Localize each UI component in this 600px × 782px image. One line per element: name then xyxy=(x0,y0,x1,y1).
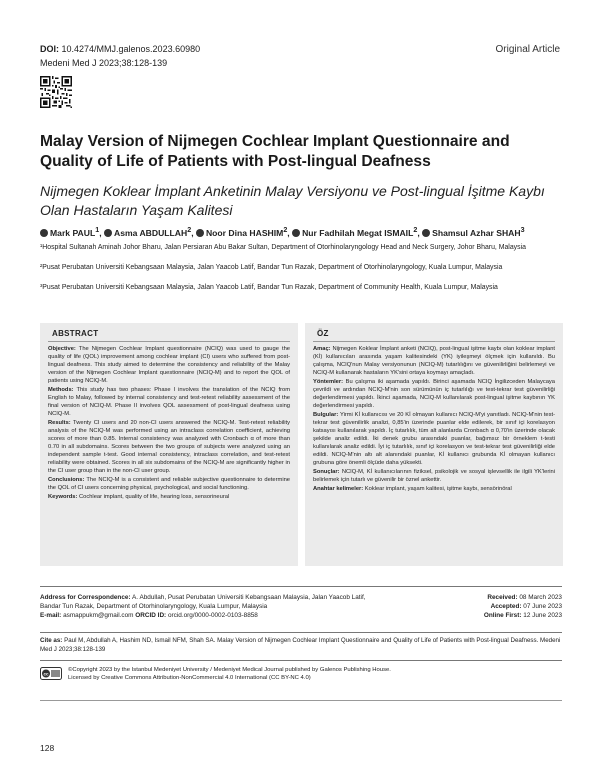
orcid-icon[interactable] xyxy=(422,229,430,237)
article-subtitle: Nijmegen Koklear İmplant Anketinin Malay Versiyonu ve Post-lingual İşitme Kaybı Olan Hastaların Yaşam Kalitesi xyxy=(40,183,545,218)
affiliation: ³Pusat Perubatan Universiti Kebangsaan Malaysia, Jalan Yaacob Latif, Bandar Tun Razak, Department of Community Health, Kuala Lumpur, Malaysia xyxy=(40,284,498,291)
author[interactable]: Noor Dina HASHIM$^2$ xyxy=(196,228,287,238)
journal-reference: Medeni Med J 2023;38:128-139 xyxy=(40,58,168,68)
article-dates xyxy=(484,594,562,620)
affiliation: ²Pusat Perubatan Universiti Kebangsaan Malaysia, Jalan Yaacob Latif, Bandar Tun Razak, Department of Otorhinolaryngology, Kuala Lumpur, Malaysia xyxy=(40,264,503,271)
doi-label: DOI: xyxy=(40,44,59,54)
abstract-box xyxy=(40,323,298,566)
oz-sonuclar: Sonuçlar: NCIQ-M, Kİ kullanıcılarının fiziksel, psikolojik ve sosyal işlevsellik ile ilgili YK'lerini belirlemek için tutarlı ve güvenilir bir öznel ankettir. xyxy=(313,468,555,483)
divider xyxy=(40,700,562,701)
orcid-icon[interactable] xyxy=(292,229,300,237)
divider xyxy=(40,660,562,661)
article-type: Original Article xyxy=(495,44,560,55)
online-first-date: Online First: 12 June 2023 xyxy=(483,611,562,619)
divider xyxy=(313,341,555,342)
author-list: Mark PAUL$^1$, Asma ABDULLAH$^2$, Noor Dina HASHIM$^2$, Nur Fadhilah Megat ISMAIL$^2$, Shamsul Azhar SHAH$^3$ xyxy=(40,226,565,238)
qr-code-icon[interactable] xyxy=(40,76,72,108)
abstract-results: Results: Twenty CI users and 20 non-CI users answered the NCIQ-M. Test-retest reliability analysis of the NCIQ-M was performed using an intraclass correlation coefficient, achieving scores of more than 0.85. Internal consistency was analyzed with Cronbach α of more than 0.70 in all subdomains. Scores between the two groups of subjects were analyzed using an independent sample t-test. Good internal consistency, intraclass correlation, and test-retest reliability were obtained. Scores in all six subdomains of the NCIQ-M are significantly higher in the CI user group than in the non-CI user group. xyxy=(48,419,290,475)
orcid-icon[interactable] xyxy=(104,229,112,237)
affiliation: ¹Hospital Sultanah Aminah Johor Bharu, Jalan Persiaran Abu Bakar Sultan, Department of Otorhinolaryngology Head and Neck Surgery, Johor Bharu, Malaysia xyxy=(40,244,526,251)
orcid-icon[interactable] xyxy=(40,229,48,237)
abstract-methods: Methods: This study has two phases: Phase I involves the translation of the NCIQ from English to Malay, followed by internal consistency and test-retest reliability assessment of the final version of NCIQ-M. Phase II involves QOL assessment of post-lingual deafness using NCIQ-M. xyxy=(48,386,290,418)
doi-value[interactable]: 10.4274/MMJ.galenos.2023.60980 xyxy=(59,44,201,54)
divider xyxy=(40,632,562,633)
cite-as: Cite as: Paul M, Abdullah A, Hashim ND, Ismail NFM, Shah SA. Malay Version of Nijmegen Cochlear Implant Questionnaire and Quality of Life of Patients with Post-lingual Deafness. Medeni Med J 2023;38:128-139 xyxy=(40,637,561,653)
creative-commons-icon[interactable] xyxy=(40,667,62,680)
divider xyxy=(48,341,290,342)
oz-bulgular: Bulgular: Yirmi Kİ kullanıcısı ve 20 Kİ olmayan kullanıcı NCIQ-M'yi yanıtladı. NCIQ-M'nin test-tekrar test güvenilirlik analizi, 0,85'in üzerinde puanlar elde edilerek, bir sınıf içi korelasyon katsayısı kullanılarak yapıldı. İç tutarlılık, tüm alt alanlarda Cronbach α 0,70'in üzerinde olacak şekilde analiz edildi. İki denek grubu arasındaki puanlar, bağımsız bir örneklem t-testi kullanılarak analiz edildi. İyi iç tutarlılık, sınıf içi korelasyon ve test-tekrar test güvenilirliği elde edildi. NCIQ-M'nin altı alt alanındaki puanlar, Kİ kullanıcı grubunda Kİ olmayan kullanıcı grubuna göre önemli ölçüde daha yüksekti. xyxy=(313,411,555,467)
oz-yontemler: Yöntemler: Bu çalışma iki aşamada yapıldı. Birinci aşamada NCIQ İngilizceden Malaycaya çevrildi ve ardından NCIQ-M'nin son sürümünün iç tutarlılığı ve test-tekrar test güvenilirliği değerlendirmesi yapıldı. İkinci aşamada, NCIQ-M kullanılarak post-lingual işitme kaybının YK değerlendirmesi yapıldı. xyxy=(313,378,555,410)
accepted-date: Accepted: 07 June 2023 xyxy=(490,602,562,610)
author[interactable]: Shamsul Azhar SHAH$^3$ xyxy=(422,228,525,238)
author[interactable]: Nur Fadhilah Megat ISMAIL$^2$ xyxy=(292,228,417,238)
abstract-keywords: Keywords: Cochlear implant, quality of life, hearing loss, sensorineural xyxy=(48,493,230,500)
oz-box xyxy=(305,323,563,566)
oz-amac: Amaç: Nijmegen Koklear İmplant anketi (NCIQ), post-lingual işitme kaybı olan koklear implant (Kİ) kullanıcıları arasında yaşam kalitesindeki (YK) iyileşmeyi ölçmek için kullanıldı. Bu çalışma, NCIQ'nun Malay versiyonunun (NCIQ-M) tutarlılığını ve güvenilirliğini belirlemeyi ve NCIQ-M kullanarak hastaların YK'sini ortaya koymayı amaçladı. xyxy=(313,346,555,377)
abstract-text xyxy=(48,345,290,501)
received-date: Received: 08 March 2023 xyxy=(487,594,562,601)
divider xyxy=(40,586,562,587)
oz-anahtar: Anahtar kelimeler: Koklear implant, yaşam kalitesi, işitme kaybı, sensörinöral xyxy=(313,485,512,492)
orcid-icon[interactable] xyxy=(196,229,204,237)
author[interactable]: Asma ABDULLAH$^2$ xyxy=(104,228,191,238)
abstract-heading: ABSTRACT xyxy=(52,329,99,338)
page-number: 128 xyxy=(40,743,55,753)
abstract-objective: Objective: The Nijmegen Cochlear Implant questionnaire (NCIQ) was used to gauge the quality of life (QOL) improvement among cochlear implant (CI) users who suffered from post-lingual deafness. This study aimed to determine the consistency and reliability of the Malay version of the Nijmegen Cochlear Implant questionnaire (NCIQ-M) and to report the QOL of patients using NCIQ-M. xyxy=(48,346,290,385)
svg-text:cc: cc xyxy=(43,671,49,677)
author[interactable]: Mark PAUL$^1$ xyxy=(40,228,99,238)
email-link[interactable]: asmappukm@gmail.com xyxy=(61,611,134,619)
copyright-notice: ©Copyright 2023 by the Istanbul Medeniyet University / Medeniyet Medical Journal published by Galenos Publishing House. Licensed by Creative Commons Attribution-NonCommercial 4.0 International (CC BY-NC 4.0) xyxy=(68,667,391,681)
oz-text xyxy=(313,345,555,493)
orcid-link[interactable]: orcid.org/0000-0002-0103-8858 xyxy=(166,611,258,619)
correspondence: Address for Correspondence: A. Abdullah, Pusat Perubatan Universiti Kebangsaan Malaysia, Jalan Yaacob Latif, Bandar Tun Razak, Department of Otorhinolaryngology, Kuala Lumpur, Malaysia E-mail: asmappukm@gmail.com ORCID ID: orcid.org/0000-0002-0103-8858 xyxy=(40,594,366,619)
oz-heading: ÖZ xyxy=(317,329,329,338)
doi[interactable] xyxy=(40,44,200,54)
abstract-conclusions: Conclusions: The NCIQ-M is a consistent and reliable subjective questionnaire to determine the QOL of CI users concerning physical, psychological, and social functioning. xyxy=(48,476,290,491)
article-title: Malay Version of Nijmegen Cochlear Implant Questionnaire and Quality of Life of Patients with Post-lingual Deafness xyxy=(40,133,510,170)
